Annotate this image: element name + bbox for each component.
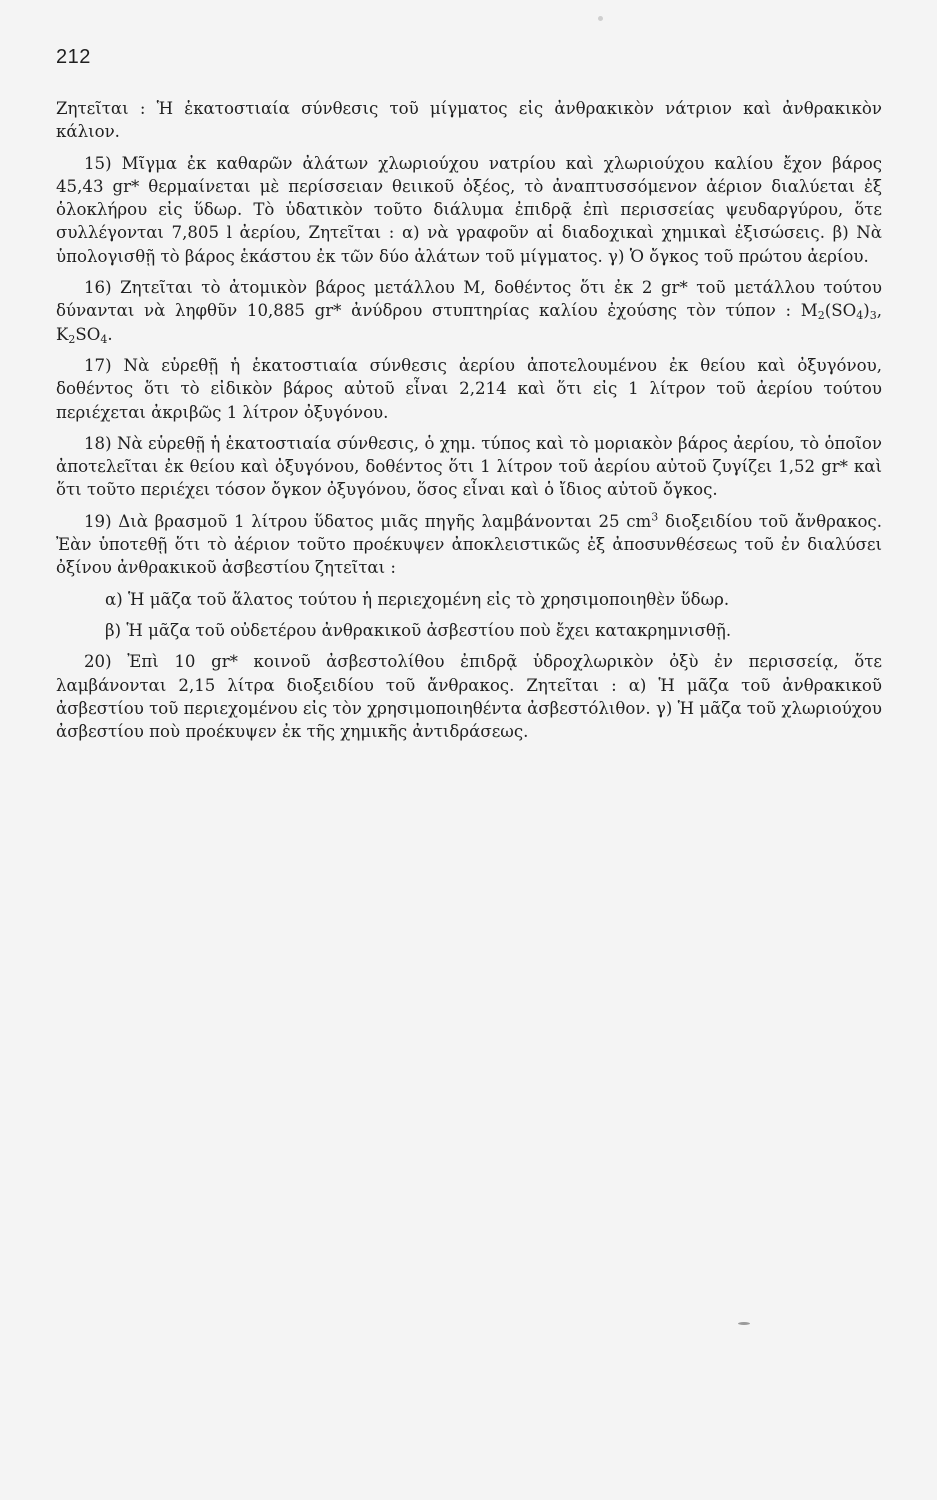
formula-sub: 2 xyxy=(817,309,825,323)
page-number: 212 xyxy=(56,46,91,68)
formula-sub: 3 xyxy=(869,309,877,323)
problem-19-text-b: διοξειδίου τοῦ ἄνθρακος. Ἐὰν ὑποτεθῇ ὅτι τὸ ἀέριον τοῦτο προέκυψεν ἀποκλειστικῶς ἐξ ἀποσυνθέσεως τοῦ ἐν διαλύσει ὀξίνου ἀνθρακικοῦ ἀσβεστίου ζητεῖται : xyxy=(56,511,882,578)
problem-16 xyxy=(56,276,882,346)
problem-17: 17) Νὰ εὑρεθῇ ἡ ἑκατοστιαία σύνθεσις ἀερίου ἀποτελουμένου ἐκ θείου καὶ ὀξυγόνου, δοθέντος ὅτι τὸ εἰδικὸν βάρος αὐτοῦ εἶναι 2,214 καὶ ὅτι εἰς 1 λίτρον τοῦ ἀερίου τούτου περιέχεται ἀκριβῶς 1 λίτρον ὀξυγόνου. xyxy=(56,355,882,422)
problem-19-text-a: 19) Διὰ βρασμοῦ 1 λίτρου ὕδατος μιᾶς πηγῆς λαμβάνονται 25 cm xyxy=(84,511,652,531)
problem-19-item-a: α) Ἡ μᾶζα τοῦ ἅλατος τούτου ἡ περιεχομένη εἰς τὸ χρησιμοποιηθὲν ὕδωρ. xyxy=(105,589,730,609)
formula-metal: M xyxy=(800,301,818,321)
intro-paragraph: Ζητεῖται : Ἡ ἑκατοστιαία σύνθεσις τοῦ μίγματος εἰς ἀνθρακικὸν νάτριον καὶ ἀνθρακικὸν κάλιον. xyxy=(56,99,882,142)
formula-sulfate: SO xyxy=(75,324,101,344)
problem-15: 15) Μῖγμα ἐκ καθαρῶν ἀλάτων χλωριούχου νατρίου καὶ χλωριούχου καλίου ἔχον βάρος 45,43 gr* θερμαίνεται μὲ περίσσειαν θειικοῦ ὀξέος, τὸ ἀναπτυσσόμενον ἀέριον διαλύεται ἐξ ὁλοκλήρου εἰς ὕδωρ. Τὸ ὑδατικὸν τοῦτο διάλυμα ἐπιδρᾷ ἐπὶ περισσείας ψευδαργύρου, ὅτε συλλέγονται 7,805 l ἀερίου, Ζητεῖται : α) νὰ γραφοῦν αἱ διαδοχικαὶ χημικαὶ ἐξισώσεις. β) Νὰ ὑπολογισθῇ τὸ βάρος ἑκάστου ἐκ τῶν δύο ἀλάτων τοῦ μίγματος. γ) Ὁ ὄγκος τοῦ πρώτου ἀερίου. xyxy=(56,153,882,266)
formula-paren: ) xyxy=(863,301,870,321)
formula-sub: 4 xyxy=(100,332,108,346)
ink-mark xyxy=(738,1322,750,1325)
problem-20: 20) Ἐπὶ 10 gr* κοινοῦ ἀσβεστολίθου ἐπιδρᾷ ὑδροχλωρικὸν ὀξὺ ἐν περισσείᾳ, ὅτε λαμβάνονται 2,15 λίτρα διοξειδίου τοῦ ἄνθρακος. Ζητεῖται : α) Ἡ μᾶζα τοῦ ἀνθρακικοῦ ἀσβεστίου τοῦ περιεχομένου εἰς τὸν χρησιμοποιηθέντα ἀσβεστόλιθον. γ) Ἡ μᾶζα τοῦ χλωριούχου ἀσβεστίου ποὺ προέκυψεν ἐκ τῆς χημικῆς ἀντιδράσεως. xyxy=(56,652,882,742)
formula-end: . xyxy=(107,324,113,344)
problem-19 xyxy=(56,510,882,580)
formula-sulfate: (SO xyxy=(824,301,857,321)
formula-separator: , xyxy=(876,301,882,321)
formula-potassium: K xyxy=(56,324,69,344)
page-body xyxy=(56,97,882,751)
paper-speck xyxy=(598,16,603,21)
formula-sub: 4 xyxy=(856,309,864,323)
formula-sub: 2 xyxy=(68,332,76,346)
unit-superscript: 3 xyxy=(651,510,659,524)
problem-16-text: 16) Ζητεῖται τὸ ἀτομικὸν βάρος μετάλλου Μ, δοθέντος ὅτι ἐκ 2 gr* τοῦ μετάλλου τούτου δύνανται νὰ ληφθῦν 10,885 gr* ἀνύδρου στυπτηρίας καλίου ἐχούσης τὸν τύπον : xyxy=(56,278,882,321)
problem-19-item-b: β) Ἡ μᾶζα τοῦ οὐδετέρου ἀνθρακικοῦ ἀσβεστίου ποὺ ἔχει κατακρημνισθῇ. xyxy=(105,620,732,640)
problem-18: 18) Νὰ εὑρεθῇ ἡ ἑκατοστιαία σύνθεσις, ὁ χημ. τύπος καὶ τὸ μοριακὸν βάρος ἀερίου, τὸ ὁποῖον ἀποτελεῖται ἐκ θείου καὶ ὀξυγόνου, δοθέντος ὅτι 1 λίτρον τοῦ ἀερίου αὐτοῦ ζυγίζει 1,52 gr* καὶ ὅτι τοῦτο περιέχει τόσον ὄγκον ὀξυγόνου, ὅσος εἶναι καὶ ὁ ἴδιος αὐτοῦ ὄγκος. xyxy=(56,433,882,500)
